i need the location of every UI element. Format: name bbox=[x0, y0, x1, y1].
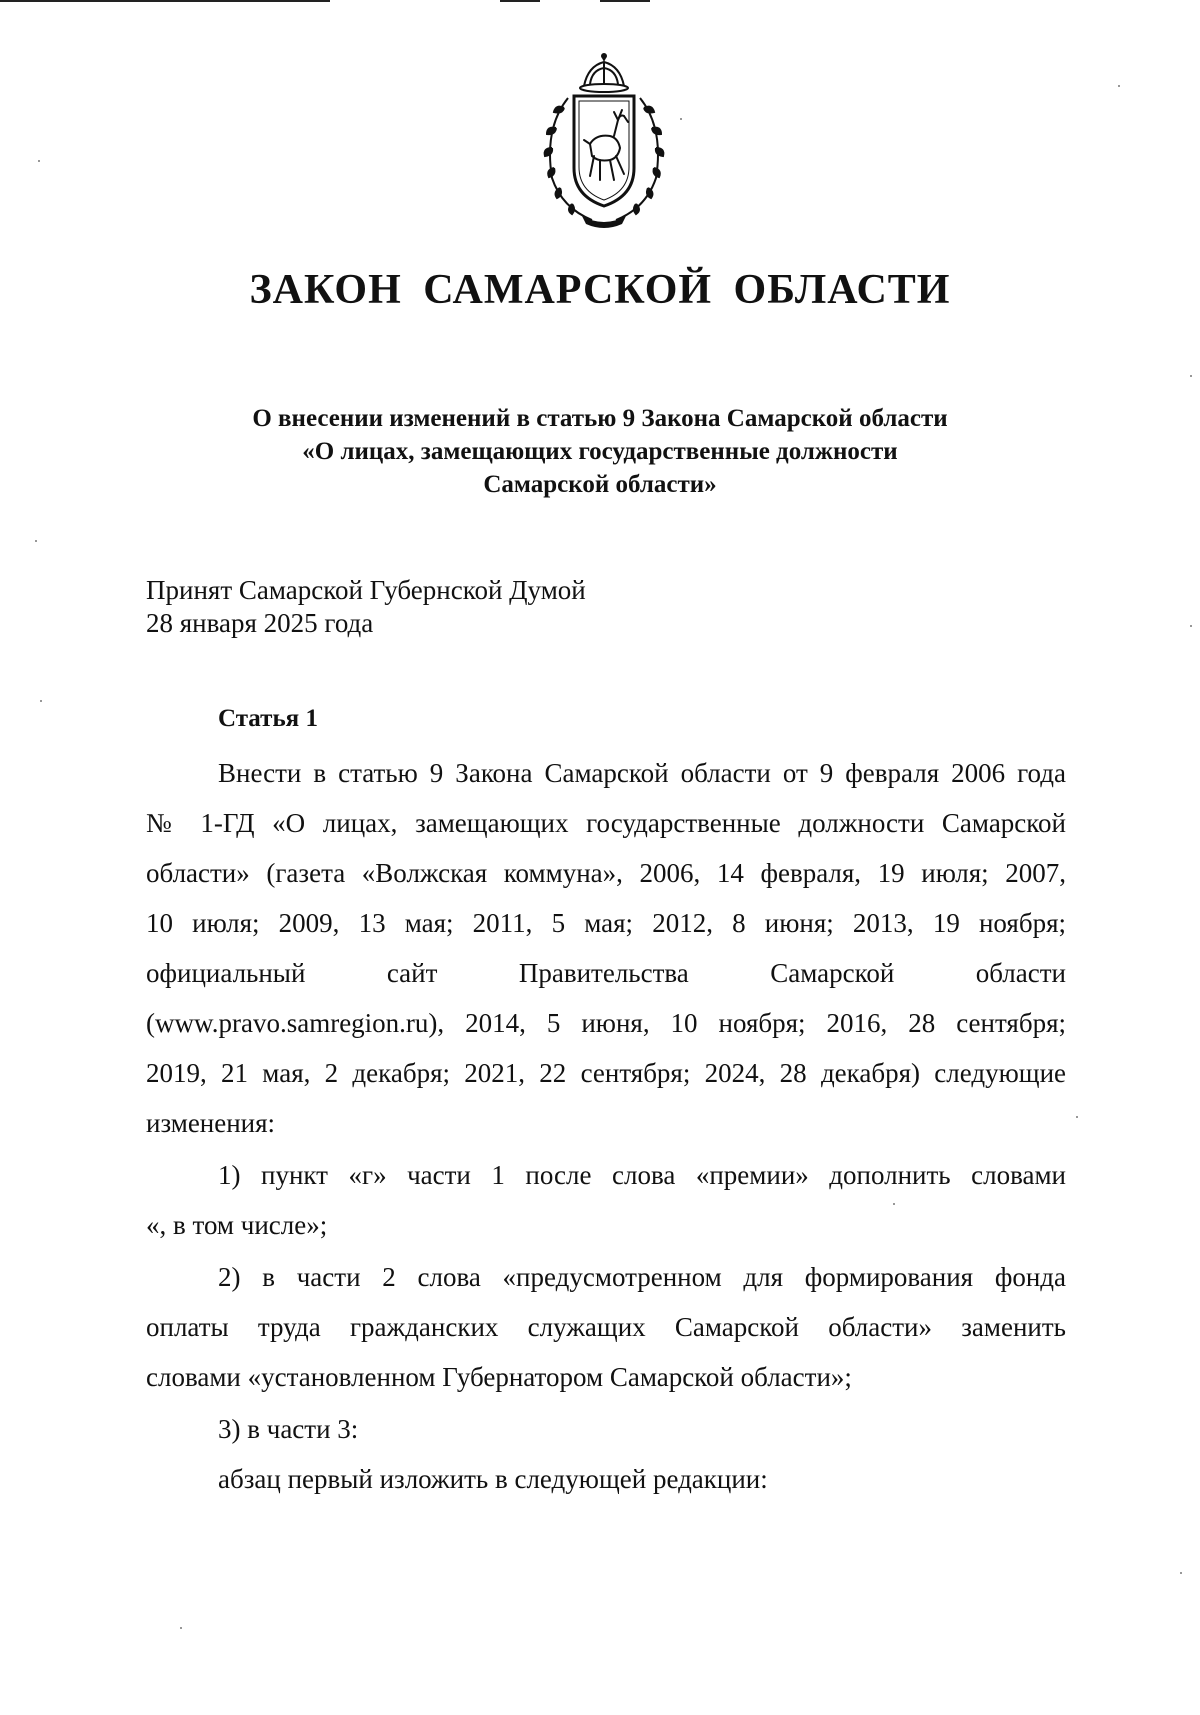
scan-artifact bbox=[500, 0, 540, 2]
body-line: официальный сайт Правительства Самарской области bbox=[146, 958, 1066, 988]
body-line: словами «установленном Губернатором Самарской области»; bbox=[146, 1362, 852, 1392]
body-line: 3) в части 3: bbox=[218, 1414, 359, 1444]
scan-artifact bbox=[0, 0, 330, 2]
subtitle-line: Самарской области» bbox=[483, 471, 717, 498]
adoption-info bbox=[146, 574, 586, 640]
article-heading: Статья 1 bbox=[218, 705, 318, 732]
body-line: Внести в статью 9 Закона Самарской области от 9 февраля 2006 года bbox=[218, 758, 1066, 788]
body-line: 2) в части 2 слова «предусмотренном для формирования фонда bbox=[218, 1262, 1066, 1292]
samara-coat-of-arms-icon bbox=[538, 48, 670, 230]
body-line: № 1-ГД «О лицах, замещающих государственные должности Самарской bbox=[146, 808, 1066, 838]
adoption-line: Принят Самарской Губернской Думой bbox=[146, 575, 586, 605]
body-line: изменения: bbox=[146, 1108, 276, 1138]
scan-speck bbox=[1190, 375, 1192, 377]
scan-speck bbox=[180, 1627, 182, 1629]
scan-speck bbox=[1118, 85, 1120, 87]
scan-speck bbox=[35, 540, 37, 542]
document-title: ЗАКОН САМАРСКОЙ ОБЛАСТИ bbox=[249, 267, 951, 313]
body-line: области» (газета «Волжская коммуна», 2006, 14 февраля, 19 июля; 2007, bbox=[146, 858, 1066, 888]
body-line: «, в том числе»; bbox=[146, 1210, 328, 1240]
scan-speck bbox=[680, 118, 682, 120]
body-line: абзац первый изложить в следующей редакции: bbox=[218, 1464, 768, 1494]
scan-speck bbox=[1076, 1116, 1078, 1118]
scan-artifact bbox=[600, 0, 650, 2]
scan-speck bbox=[40, 700, 42, 702]
subtitle-line: О внесении изменений в статью 9 Закона Самарской области bbox=[252, 405, 948, 432]
document-subtitle bbox=[150, 402, 1050, 501]
scan-speck bbox=[1190, 625, 1192, 627]
body-line: оплаты труда гражданских служащих Самарской области» заменить bbox=[146, 1312, 1066, 1342]
subtitle-line: «О лицах, замещающих государственные должности bbox=[302, 438, 898, 465]
scan-speck bbox=[38, 160, 40, 162]
adoption-date: 28 января 2025 года bbox=[146, 608, 374, 638]
body-line: 10 июля; 2009, 13 мая; 2011, 5 мая; 2012, 8 июня; 2013, 19 ноября; bbox=[146, 908, 1066, 938]
scan-speck bbox=[1180, 1572, 1182, 1574]
body-line: 2019, 21 мая, 2 декабря; 2021, 22 сентября; 2024, 28 декабря) следующие bbox=[146, 1058, 1066, 1088]
body-line: (www.pravo.samregion.ru), 2014, 5 июня, 10 ноября; 2016, 28 сентября; bbox=[146, 1008, 1066, 1038]
body-line: 1) пункт «г» части 1 после слова «премии» дополнить словами bbox=[218, 1160, 1066, 1190]
scan-speck bbox=[893, 1203, 895, 1205]
